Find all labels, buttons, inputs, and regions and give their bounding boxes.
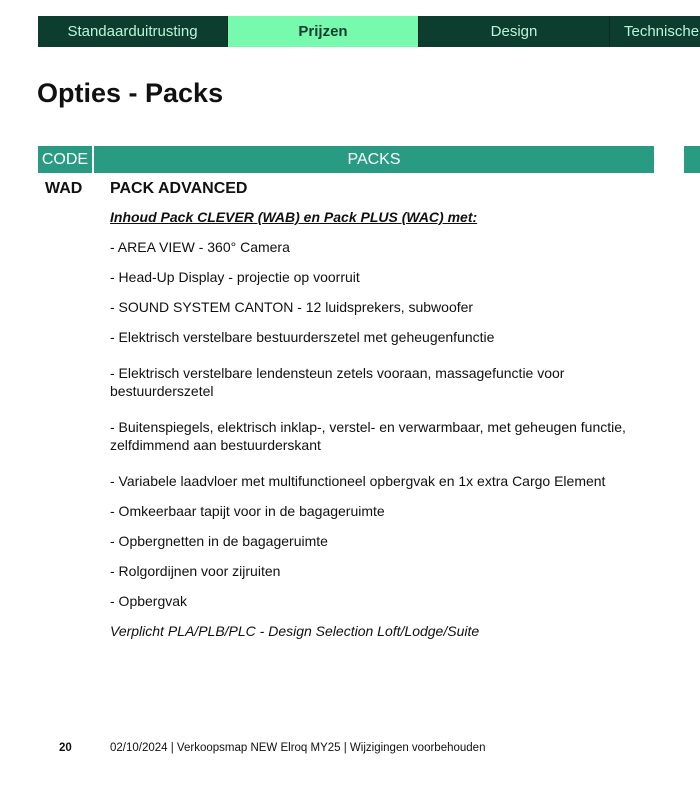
tab-prijzen[interactable]: Prijzen xyxy=(228,16,419,47)
pack-item: - Opbergvak xyxy=(110,593,188,609)
tab-standaarduitrusting[interactable]: Standaarduitrusting xyxy=(38,16,228,47)
option-code: WAD xyxy=(45,180,83,197)
pack-item: - Buitenspiegels, elektrisch inklap-, verstel- en verwarmbaar, met geheugen functie, zelfdimmend aan bestuurderskant xyxy=(110,419,626,453)
pack-intro: Inhoud Pack CLEVER (WAB) en Pack PLUS (WAC) met: xyxy=(110,209,478,225)
pack-note: Verplicht PLA/PLB/PLC - Design Selection Loft/Lodge/Suite xyxy=(110,623,480,639)
tab-technische[interactable]: Technische xyxy=(610,16,700,47)
page-title: Opties - Packs xyxy=(37,78,224,108)
pack-item: - Rolgordijnen voor zijruiten xyxy=(110,563,281,579)
table-header-edge xyxy=(684,146,700,173)
pack-item: - Elektrisch verstelbare bestuurderszetel met geheugenfunctie xyxy=(110,329,495,345)
pack-item: - Omkeerbaar tapijt voor in de bagageruimte xyxy=(110,503,385,519)
table-header-packs: PACKS xyxy=(94,146,654,173)
tab-bar xyxy=(38,16,700,47)
pack-content xyxy=(110,180,640,640)
pack-item: - Opbergnetten in de bagageruimte xyxy=(110,533,328,549)
pack-item: - Head-Up Display - projectie op voorruit xyxy=(110,269,360,285)
pack-name: PACK ADVANCED xyxy=(110,180,248,197)
footer-text: 02/10/2024 | Verkoopsmap NEW Elroq MY25 | Wijzigingen voorbehouden xyxy=(110,742,486,754)
pack-item: - AREA VIEW - 360° Camera xyxy=(110,239,290,255)
pack-item: - Variabele laadvloer met multifunctioneel opbergvak en 1x extra Cargo Element xyxy=(110,473,606,489)
table-header-code: CODE xyxy=(38,146,92,173)
page-number: 20 xyxy=(59,742,72,754)
pack-item: - Elektrisch verstelbare lendensteun zetels vooraan, massagefunctie voor bestuurderszetel xyxy=(110,365,565,399)
pack-item: - SOUND SYSTEM CANTON - 12 luidsprekers, subwoofer xyxy=(110,299,474,315)
tab-design[interactable]: Design xyxy=(419,16,610,47)
